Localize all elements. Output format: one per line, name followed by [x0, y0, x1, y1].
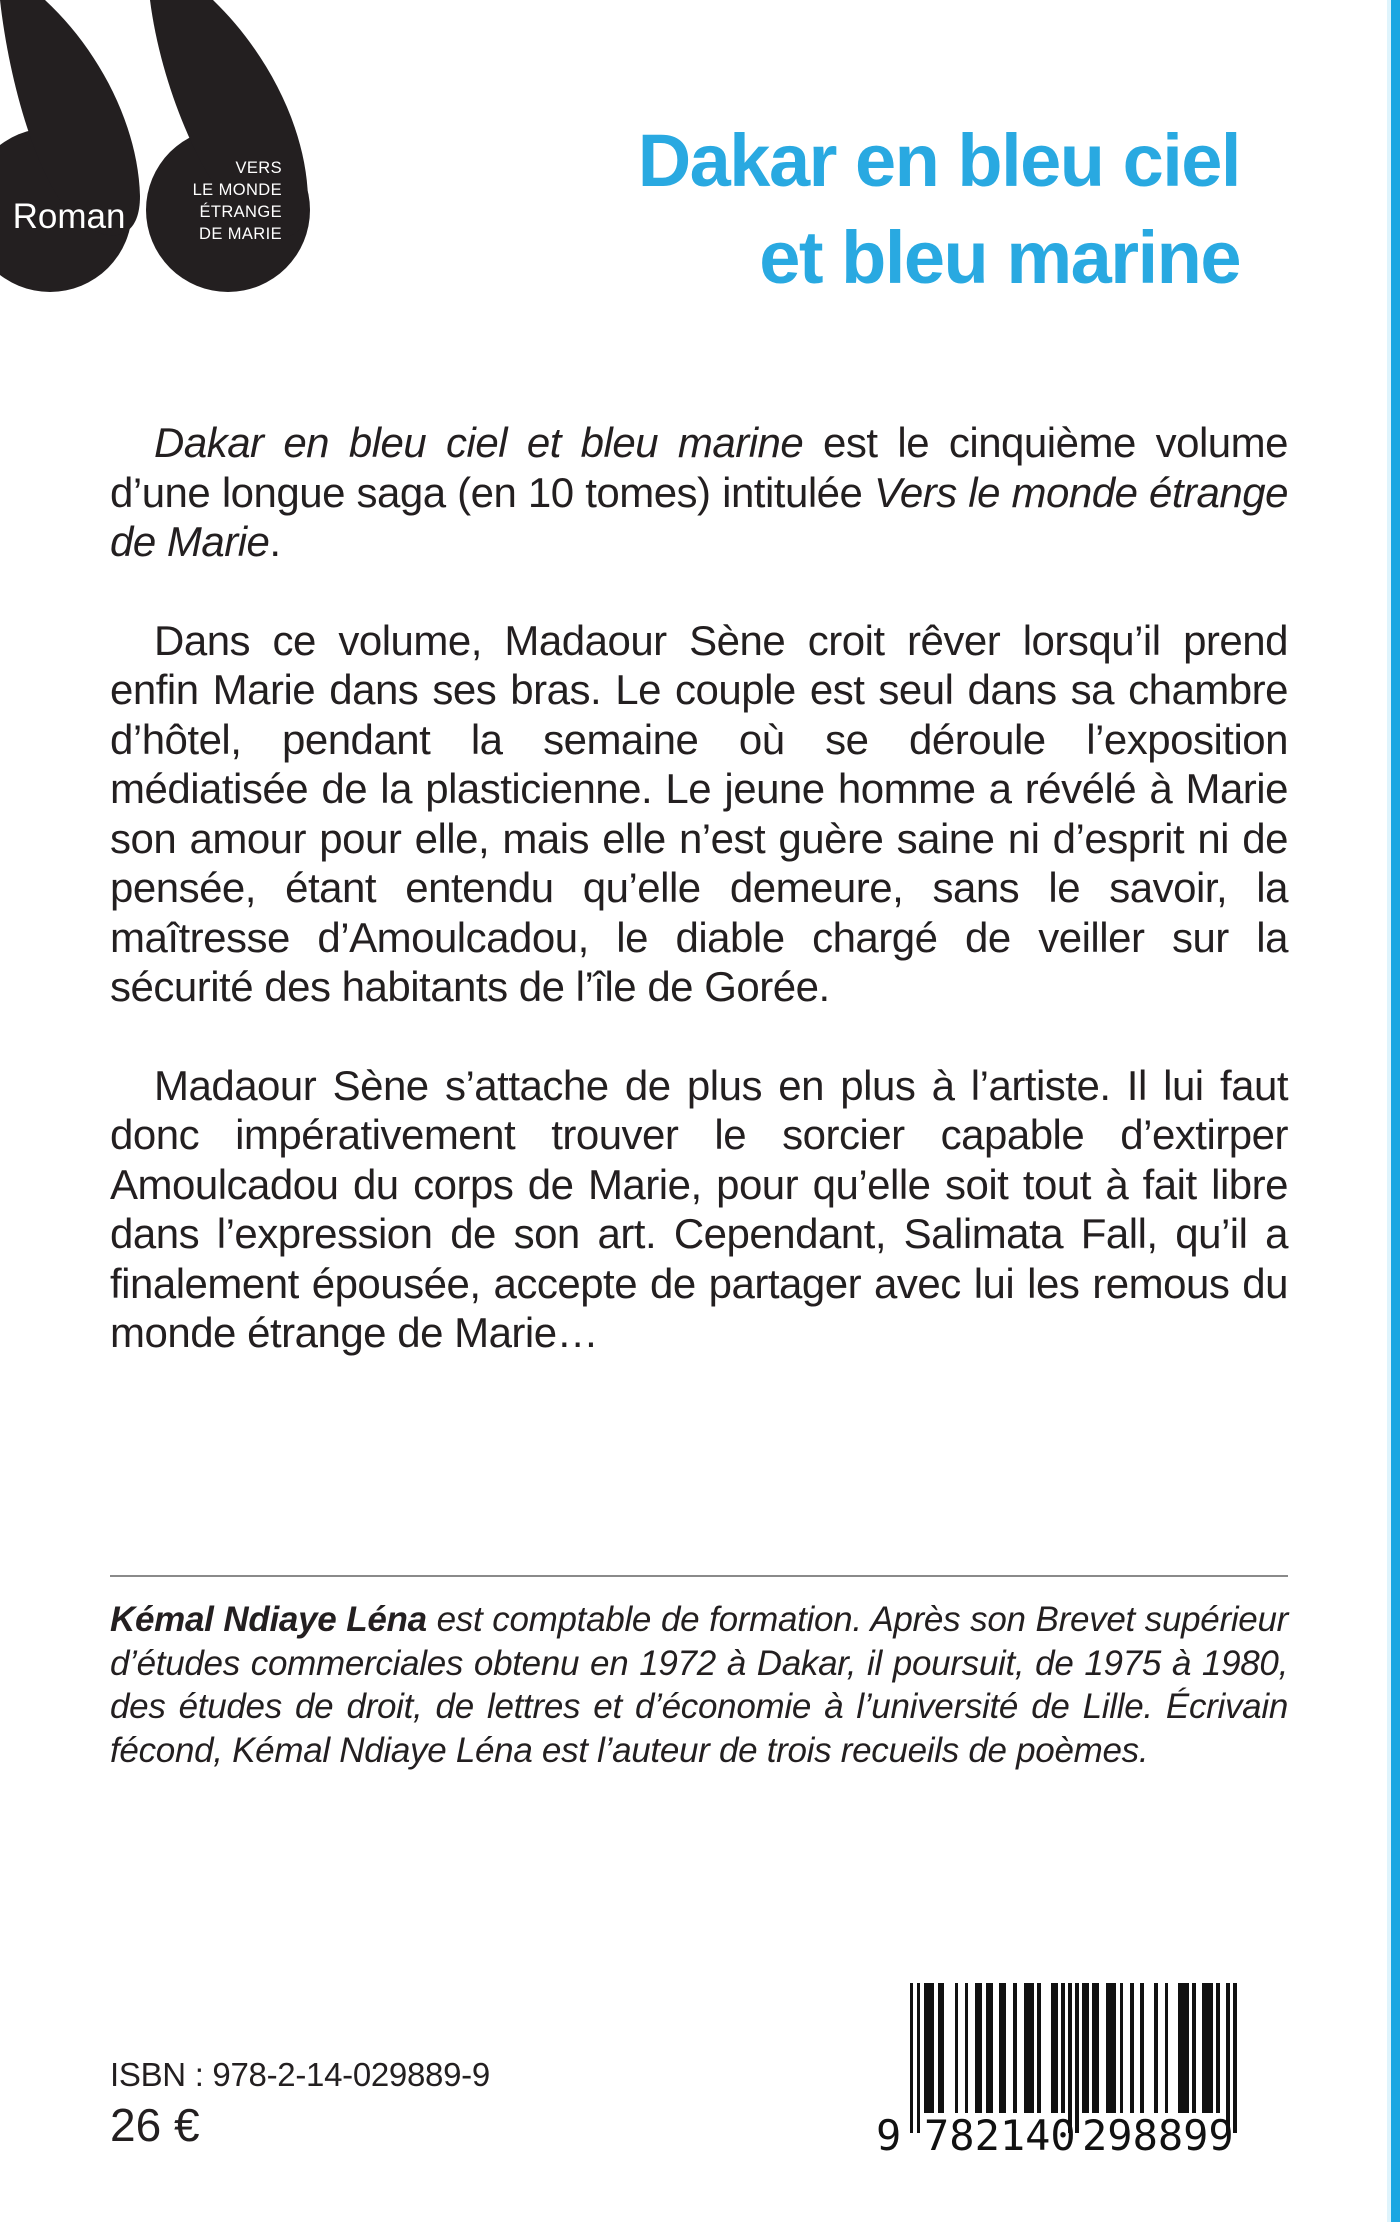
- isbn-text: ISBN : 978-2-14-029889-9: [110, 2056, 490, 2093]
- series-line: DE MARIE: [199, 225, 282, 243]
- genre-label: Roman: [12, 197, 126, 236]
- author-bio: [110, 1598, 1288, 1772]
- summary-paragraph-2: Dans ce volume, Madaour Sène croit rêver lorsqu’il prend enfin Marie dans ses bras. Le couple est seul dans sa chambre d’hôtel, pendant la semaine où se déroule l’exposition médiatisée de la plasticienne. Le jeune homme a révélé à Marie son amour pour elle, mais elle n’est guère saine ni d’esprit ni de pensée, étant entendu qu’elle demeure, sans le savoir, la maîtresse d’Amoulcadou, le diable chargé de veiller sur la sécurité des habitants de l’île de Gorée.: [110, 616, 1288, 1010]
- summary-paragraph-3: Madaour Sène s’attache de plus en plus à l’artiste. Il lui faut donc impérativement trouver le sorcier capable d’extirper Amoulcadou du corps de Marie, pour qu’elle soit tout à fait libre dans l’expression de son art. Cependant, Salimata Fall, qu’il a finalement épousée, accepte de partager avec lui les remous du monde étrange de Marie…: [110, 1061, 1288, 1356]
- summary-paragraph-1: Dakar en bleu ciel et bleu marine est le cinquième volume d’une longue saga (en 10 tomes) intitulée Vers le monde étrange de Marie.: [110, 419, 1288, 565]
- book-title-line1: Dakar en bleu ciel: [637, 119, 1240, 202]
- book-title-line2: et bleu marine: [759, 216, 1240, 299]
- price-text: 26 €: [110, 2099, 200, 2151]
- barcode-digit-group1: 9: [876, 2111, 902, 2160]
- barcode-digit-group2: 782140: [924, 2111, 1076, 2160]
- author-bio-text: est comptable de formation. Après son Brevet supérieur d’études commerciales obtenu en 1972 à Dakar, il poursuit, de 1975 à 1980, des études de droit, de lettres et d’économie à l’université de Lille. Écrivain fécond, Kémal Ndiaye Léna est l’auteur de trois recueils de poèmes.: [110, 1600, 1288, 1770]
- series-line: LE MONDE: [192, 181, 282, 199]
- barcode-digit-group3: 298899: [1082, 2111, 1234, 2160]
- back-cover-summary: [110, 418, 1288, 1407]
- book-title-mention: Dakar en bleu ciel et bleu marine: [154, 419, 804, 466]
- book-title: [400, 112, 1240, 306]
- quotation-marks-icon: [0, 0, 340, 300]
- author-name: Kémal Ndiaye Léna: [110, 1600, 427, 1639]
- divider-rule: [110, 1575, 1288, 1577]
- edge-accent-stripe: [1391, 0, 1400, 2222]
- series-title-mention: Vers le monde étrange de Marie: [110, 468, 1288, 565]
- barcode: [876, 1983, 1246, 2160]
- series-line: VERS: [235, 159, 282, 177]
- series-line: ÉTRANGE: [199, 203, 282, 221]
- series-title: [160, 157, 282, 245]
